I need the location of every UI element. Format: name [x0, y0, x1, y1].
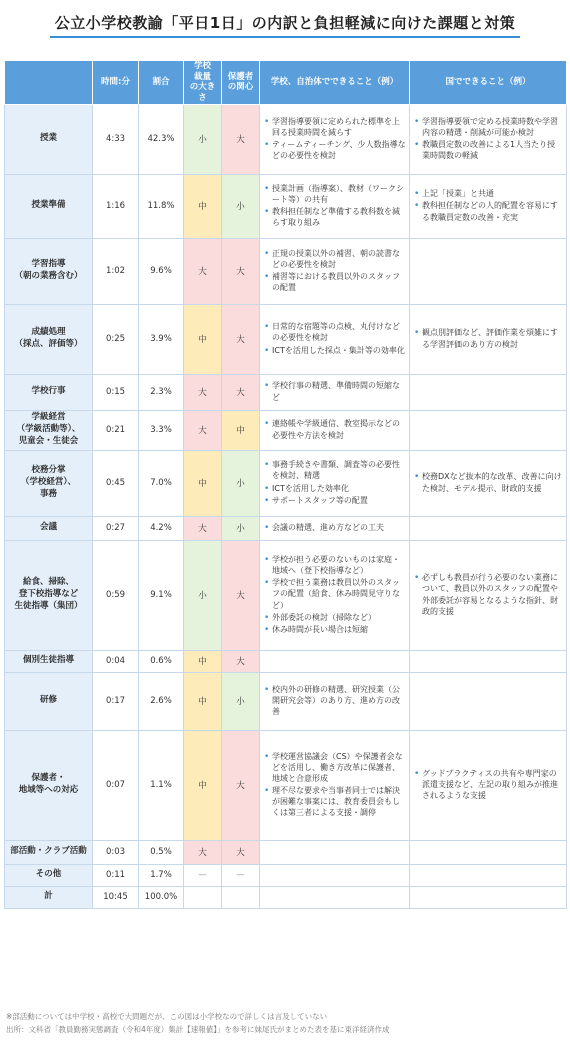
- row-ratio: 1.1%: [139, 730, 184, 840]
- row-parent-interest: 小: [222, 174, 260, 238]
- row-local-measures: [260, 864, 410, 886]
- row-local-measures: [260, 516, 410, 540]
- row-item-label: 会議: [5, 516, 93, 540]
- row-local-measures: [260, 840, 410, 864]
- row-parent-interest: 小: [222, 516, 260, 540]
- table-row: [5, 104, 567, 174]
- row-time: 0:07: [93, 730, 139, 840]
- row-school-discretion: 大: [184, 410, 222, 450]
- national-measure-list: [414, 116, 563, 161]
- row-parent-interest: 大: [222, 104, 260, 174]
- row-item-label: 給食、掃除、 登下校指導など 生徒指導（集団）: [5, 540, 93, 650]
- measure-item: • 補習等における教員以外のスタッフの配置: [264, 271, 406, 293]
- row-school-discretion: 中: [184, 730, 222, 840]
- row-national-measures: [410, 650, 567, 672]
- footnote: ※部活動については中学校・高校で大問題だが、この図は小学校なので詳しくは言及していない: [6, 1012, 328, 1021]
- row-ratio: 3.9%: [139, 304, 184, 374]
- local-measure-list: [264, 684, 406, 717]
- row-school-discretion: 中: [184, 174, 222, 238]
- row-school-discretion: —: [184, 864, 222, 886]
- table-row: [5, 374, 567, 410]
- measure-item: • 会議の精選、進め方などの工夫: [264, 522, 406, 533]
- measure-item: • 教職員定数の改善による1人当たり授業時間数の軽減: [414, 139, 563, 161]
- measure-item: • 学校で担う業務は教員以外のスタッフの配置（給食、休み時間見守りなど）: [264, 577, 406, 610]
- row-item-label: 校務分掌 （学校経営）、 事務: [5, 450, 93, 516]
- table-row: [5, 450, 567, 516]
- row-ratio: 0.6%: [139, 650, 184, 672]
- table-row: [5, 672, 567, 730]
- header-row: [5, 61, 567, 105]
- header-national-measures: 国でできること（例）: [410, 61, 567, 105]
- row-parent-interest: 小: [222, 450, 260, 516]
- row-time: 0:59: [93, 540, 139, 650]
- measure-item: • ティームティーチング、少人数指導などの必要性を検討: [264, 139, 406, 161]
- source-note: 出所：文科省「教員勤務実態調査（令和4年度）集計【速報値】」を参考に妹尾氏がまとめた表を基に東洋経済作成: [6, 1025, 390, 1034]
- table-row: [5, 174, 567, 238]
- row-local-measures: [260, 374, 410, 410]
- row-item-label: 計: [5, 886, 93, 908]
- row-ratio: 9.1%: [139, 540, 184, 650]
- table-row: [5, 886, 567, 908]
- row-national-measures: [410, 672, 567, 730]
- row-ratio: 0.5%: [139, 840, 184, 864]
- row-parent-interest: 大: [222, 238, 260, 304]
- measure-item: • 校内外の研修の精選、研究授業（公開研究会等）のあり方、進め方の改善: [264, 684, 406, 717]
- row-item-label: 学級経営 （学級活動等）、 児童会・生徒会: [5, 410, 93, 450]
- table-row: [5, 516, 567, 540]
- row-item-label: 授業準備: [5, 174, 93, 238]
- row-national-measures: [410, 304, 567, 374]
- row-local-measures: [260, 730, 410, 840]
- measure-item: • サポートスタッフ等の配置: [264, 495, 406, 506]
- row-ratio: 3.3%: [139, 410, 184, 450]
- row-national-measures: [410, 410, 567, 450]
- header-parent-interest: 保護者 の関心: [222, 61, 260, 105]
- measure-item: • 理不尽な要求や当事者同士では解決が困難な事案には、教育委員会もしくは第三者による支援・調停: [264, 785, 406, 818]
- local-measure-list: [264, 380, 406, 402]
- row-item-label: 研修: [5, 672, 93, 730]
- measure-item: • 学習指導要領に定められた標準を上回る授業時間を減らす: [264, 116, 406, 138]
- measure-item: • 教科担任制など準備する教科数を減らす取り組み: [264, 206, 406, 228]
- measure-item: • 連絡帳や学級通信、教室掲示などの必要性や方法を検討: [264, 418, 406, 440]
- row-local-measures: [260, 410, 410, 450]
- row-time: 4:33: [93, 104, 139, 174]
- measure-item: • グッドプラクティスの共有や専門家の派遣支援など、左記の取り組みが推進されるような支援: [414, 768, 563, 801]
- row-parent-interest: 大: [222, 650, 260, 672]
- row-parent-interest: 大: [222, 840, 260, 864]
- measure-item: • 休み時間が長い場合は短縮: [264, 624, 406, 635]
- row-local-measures: [260, 886, 410, 908]
- row-school-discretion: 大: [184, 238, 222, 304]
- national-measure-list: [414, 572, 563, 616]
- local-measure-list: [264, 321, 406, 355]
- row-item-label: 個別生徒指導: [5, 650, 93, 672]
- row-item-label: 学習指導 （朝の業務含む）: [5, 238, 93, 304]
- row-national-measures: [410, 540, 567, 650]
- measure-item: • 上記「授業」と共通: [414, 188, 563, 199]
- row-school-discretion: 小: [184, 540, 222, 650]
- row-ratio: 2.6%: [139, 672, 184, 730]
- row-school-discretion: 大: [184, 516, 222, 540]
- row-item-label: 保護者・ 地域等への対応: [5, 730, 93, 840]
- row-time: 0:45: [93, 450, 139, 516]
- row-parent-interest: 小: [222, 672, 260, 730]
- row-national-measures: [410, 374, 567, 410]
- measure-item: • 学校行事の精選、準備時間の短縮など: [264, 380, 406, 402]
- row-school-discretion: 中: [184, 450, 222, 516]
- row-time: 1:16: [93, 174, 139, 238]
- row-ratio: 7.0%: [139, 450, 184, 516]
- row-ratio: 11.8%: [139, 174, 184, 238]
- row-national-measures: [410, 450, 567, 516]
- row-parent-interest: [222, 886, 260, 908]
- row-item-label: 部活動・クラブ活動: [5, 840, 93, 864]
- measure-item: • ICTを活用した採点・集計等の効率化: [264, 345, 406, 356]
- row-ratio: 42.3%: [139, 104, 184, 174]
- row-time: 0:04: [93, 650, 139, 672]
- row-national-measures: [410, 864, 567, 886]
- row-item-label: その他: [5, 864, 93, 886]
- national-measure-list: [414, 188, 563, 222]
- header-time: 時間:分: [93, 61, 139, 105]
- table-row: [5, 730, 567, 840]
- row-parent-interest: 大: [222, 374, 260, 410]
- national-measure-list: [414, 327, 563, 349]
- row-school-discretion: 大: [184, 840, 222, 864]
- local-measure-list: [264, 522, 406, 533]
- measure-item: • 教科担任制などの人的配置を容易にする教職員定数の改善・充実: [414, 200, 563, 222]
- measure-item: • 学校運営協議会（CS）や保護者会などを活用し、働き方改革に保護者、地域と合意形成: [264, 751, 406, 784]
- row-parent-interest: 大: [222, 730, 260, 840]
- row-school-discretion: 大: [184, 374, 222, 410]
- row-time: 0:15: [93, 374, 139, 410]
- row-parent-interest: —: [222, 864, 260, 886]
- row-national-measures: [410, 886, 567, 908]
- row-time: 0:03: [93, 840, 139, 864]
- measure-item: • 学習指導要領で定める授業時数や学習内容の精選・削減が可能か検討: [414, 116, 563, 138]
- row-local-measures: [260, 650, 410, 672]
- row-national-measures: [410, 104, 567, 174]
- title-underline: [50, 36, 520, 38]
- row-parent-interest: 大: [222, 540, 260, 650]
- local-measure-list: [264, 183, 406, 228]
- row-national-measures: [410, 174, 567, 238]
- row-local-measures: [260, 304, 410, 374]
- row-ratio: 100.0%: [139, 886, 184, 908]
- row-school-discretion: [184, 886, 222, 908]
- measure-item: • 正規の授業以外の補習、朝の読書などの必要性を検討: [264, 248, 406, 270]
- local-measure-list: [264, 554, 406, 634]
- table-row: [5, 410, 567, 450]
- row-time: 0:17: [93, 672, 139, 730]
- measure-item: • 校務DXなど抜本的な改革、改善に向けた検討、モデル提示、財政的支援: [414, 471, 563, 493]
- measure-item: • 事務手続きや書類、調査等の必要性を検討、精選: [264, 459, 406, 481]
- local-measure-list: [264, 459, 406, 505]
- measure-item: • 日常的な宿題等の点検、丸付けなどの必要性を検討: [264, 321, 406, 343]
- header-school-discretion: 学校 裁量 の大きさ: [184, 61, 222, 105]
- row-time: 0:11: [93, 864, 139, 886]
- row-time: 0:21: [93, 410, 139, 450]
- row-ratio: 2.3%: [139, 374, 184, 410]
- workload-table: [4, 60, 567, 909]
- row-local-measures: [260, 450, 410, 516]
- table-row: [5, 864, 567, 886]
- local-measure-list: [264, 248, 406, 293]
- local-measure-list: [264, 418, 406, 440]
- table-row: [5, 304, 567, 374]
- row-local-measures: [260, 672, 410, 730]
- row-local-measures: [260, 540, 410, 650]
- row-national-measures: [410, 730, 567, 840]
- row-ratio: 4.2%: [139, 516, 184, 540]
- national-measure-list: [414, 471, 563, 493]
- row-time: 10:45: [93, 886, 139, 908]
- row-national-measures: [410, 516, 567, 540]
- row-local-measures: [260, 238, 410, 304]
- row-ratio: 1.7%: [139, 864, 184, 886]
- national-measure-list: [414, 768, 563, 801]
- row-time: 0:25: [93, 304, 139, 374]
- row-local-measures: [260, 104, 410, 174]
- measure-item: • 観点別評価など、評価作業を煩雑にする学習評価のあり方の検討: [414, 327, 563, 349]
- row-school-discretion: 中: [184, 672, 222, 730]
- row-national-measures: [410, 238, 567, 304]
- row-item-label: 成績処理 （採点、評価等）: [5, 304, 93, 374]
- row-time: 1:02: [93, 238, 139, 304]
- measure-item: • 学校が担う必要のないものは家庭・地域へ（登下校指導など）: [264, 554, 406, 576]
- row-school-discretion: 中: [184, 650, 222, 672]
- row-local-measures: [260, 174, 410, 238]
- row-school-discretion: 中: [184, 304, 222, 374]
- measure-item: • 外部委託の検討（掃除など）: [264, 612, 406, 623]
- row-parent-interest: 大: [222, 304, 260, 374]
- measure-item: • 必ずしも教員が行う必要のない業務について、教員以外のスタッフの配置や外部委託が容易となるような指針、財政的支援: [414, 572, 563, 616]
- measure-item: • 授業計画（指導案）、教材（ワークシート等）の共有: [264, 183, 406, 205]
- row-ratio: 9.6%: [139, 238, 184, 304]
- table-row: [5, 840, 567, 864]
- row-school-discretion: 小: [184, 104, 222, 174]
- row-national-measures: [410, 840, 567, 864]
- header-ratio: 割合: [139, 61, 184, 105]
- header-item: [5, 61, 93, 105]
- row-item-label: 授業: [5, 104, 93, 174]
- row-time: 0:27: [93, 516, 139, 540]
- table-row: [5, 650, 567, 672]
- row-item-label: 学校行事: [5, 374, 93, 410]
- row-parent-interest: 中: [222, 410, 260, 450]
- header-local-measures: 学校、自治体でできること（例）: [260, 61, 410, 105]
- table-row: [5, 540, 567, 650]
- page-title: 公立小学校教諭「平日1日」の内訳と負担軽減に向けた課題と対策: [54, 14, 516, 32]
- table-row: [5, 238, 567, 304]
- local-measure-list: [264, 751, 406, 818]
- measure-item: • ICTを活用した効率化: [264, 483, 406, 494]
- local-measure-list: [264, 116, 406, 161]
